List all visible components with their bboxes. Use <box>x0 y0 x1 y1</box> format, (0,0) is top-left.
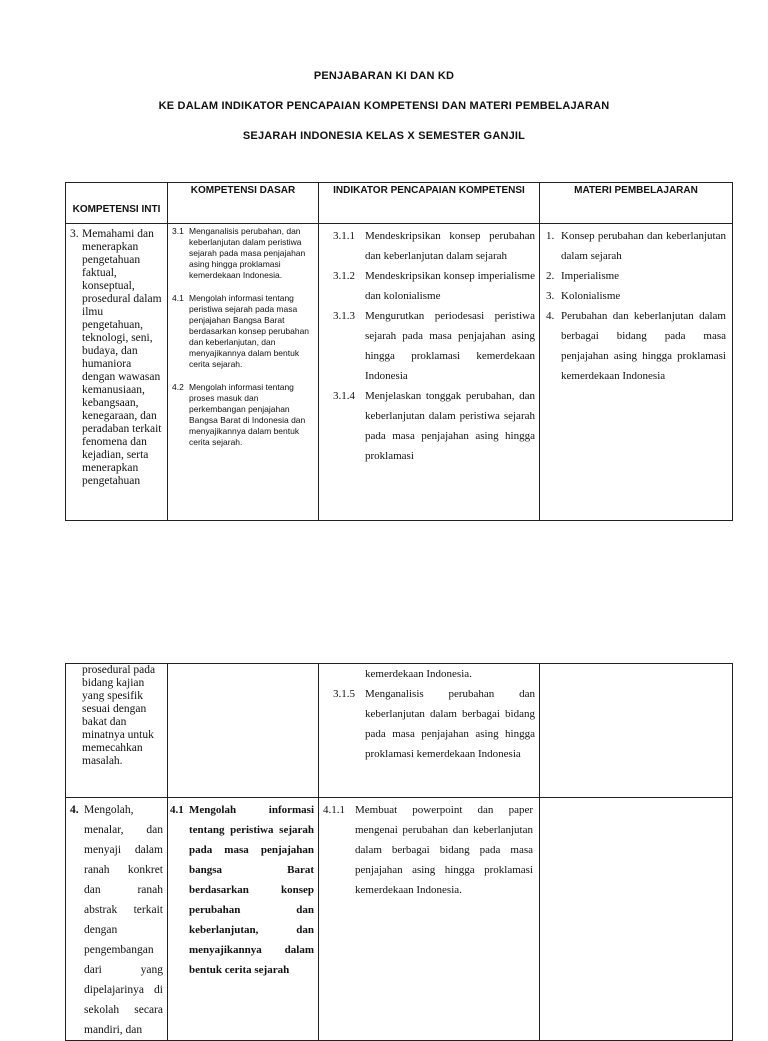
materi-cell <box>540 224 733 521</box>
kd-text: Menganalisis perubahan, dan keberlanjutan dalam peristiwa sejarah pada masa penjajahan asing hingga proklamasi kemerdekaan Indonesia. <box>189 226 306 280</box>
materi-text: Kolonialisme <box>561 290 621 302</box>
ki-cell-continued <box>66 664 168 798</box>
header-kompetensi-inti <box>66 183 168 224</box>
indikator-text: Menganalisis perubahan dan keberlanjutan dalam berbagai bidang pada masa penjajahan asing hingga proklamasi kemerdekaan Indonesia <box>365 688 535 760</box>
kd-text: Mengolah informasi tentang proses masuk dan perkembangan penjajahan Bangsa Barat di Indonesia dan menyajikannya dalam bentuk cerita sejarah. <box>189 382 306 447</box>
indikator-item <box>333 386 535 466</box>
materi-number: 3. <box>546 290 555 302</box>
indikator-item <box>333 684 535 764</box>
indikator-number: 3.1.1 <box>333 230 355 242</box>
materi-cell-empty <box>540 664 733 798</box>
materi-number: 4. <box>546 310 555 322</box>
indikator-text-continued: kemerdekaan Indonesia. <box>365 668 472 680</box>
kd-number: 4.1 <box>170 804 184 816</box>
indikator-number: 3.1.4 <box>333 390 355 402</box>
indikator-text: Mengurutkan periodesasi peristiwa sejarah pada masa penjajahan asing hingga proklamasi kemerdekaan Indonesia <box>365 310 535 382</box>
header-indikator <box>319 183 540 224</box>
indikator-number: 3.1.2 <box>333 270 355 282</box>
materi-item <box>546 226 726 266</box>
kd-cell-empty <box>168 664 319 798</box>
header-kompetensi-dasar <box>168 183 319 224</box>
indikator-text: Menjelaskan tonggak perubahan, dan keberlanjutan dalam peristiwa sejarah pada masa penjajahan asing hingga proklamasi <box>365 390 535 462</box>
header-kompetensi-inti-label: KOMPETENSI INTI <box>72 204 161 215</box>
ki-cell <box>66 224 168 521</box>
indikator-number: 3.1.3 <box>333 310 355 322</box>
materi-number: 2. <box>546 270 555 282</box>
document-title: PENJABARAN KI DAN KD <box>313 70 455 82</box>
kd-number: 3.1 <box>172 226 184 236</box>
kd-text: Mengolah informasi tentang peristiwa sejarah pada masa penjajahan Bangsa Barat berdasarkan konsep perubahan dan keberlanjutan, dan menyajikannya dalam bentuk cerita sejarah. <box>189 293 310 369</box>
ki-text: Mengolah, menalar, dan menyaji dalam ranah konkret dan ranah abstrak terkait dengan pengembangan dari yang dipelajarinya di sekolah secara mandiri, dan <box>84 804 163 1036</box>
ki-text: Memahami dan menerapkan pengetahuan faktual, konseptual, prosedural dalam ilmu pengetahuan, teknologi, seni, budaya, dan humaniora dengan wawasan kemanusiaan, kebangsaan, kenegaraan, dan peradaban terkait fenomena dan kejadian, serta menerapkan pengetahuan <box>82 228 162 487</box>
header-materi <box>540 183 733 224</box>
competency-table-page-1 <box>65 182 733 521</box>
document-course-title: SEJARAH INDONESIA KELAS X SEMESTER GANJIL <box>242 130 526 142</box>
materi-cell-empty <box>540 798 733 1041</box>
indikator-item <box>333 266 535 306</box>
competency-table-page-2 <box>65 663 733 1041</box>
indikator-cell-4 <box>319 798 540 1041</box>
indikator-number: 3.1.5 <box>333 688 355 700</box>
ki-text-continued: prosedural pada bidang kajian yang spesifik sesuai dengan bakat dan minatnya untuk memecahkan masalah. <box>82 664 156 767</box>
header-kompetensi-dasar-label: KOMPETENSI DASAR <box>190 185 296 196</box>
kd-text: Mengolah informasi tentang peristiwa sejarah pada masa penjajahan bangsa Barat berdasarkan konsep perubahan dan keberlanjutan, dan menyajikannya dalam bentuk cerita sejarah <box>189 804 314 976</box>
header-indikator-label: INDIKATOR PENCAPAIAN KOMPETENSI <box>333 185 525 196</box>
materi-text: Konsep perubahan dan keberlanjutan dalam sejarah <box>561 230 726 262</box>
materi-item <box>546 266 726 286</box>
ki-number: 3. <box>70 228 79 240</box>
materi-text: Imperialisme <box>561 270 620 282</box>
kd-cell <box>168 224 319 521</box>
kd-item <box>172 382 316 448</box>
materi-number: 1. <box>546 230 555 242</box>
indikator-cell <box>319 224 540 521</box>
materi-text: Perubahan dan keberlanjutan dalam berbagai bidang pada masa penjajahan asing hingga proklamasi kemerdekaan Indonesia <box>561 310 726 382</box>
materi-item <box>546 286 726 306</box>
indikator-cell-continued <box>319 664 540 798</box>
materi-item <box>546 306 726 386</box>
indikator-item <box>333 226 535 266</box>
ki-cell-4 <box>66 798 168 1041</box>
header-materi-label: MATERI PEMBELAJARAN <box>574 185 698 196</box>
indikator-text: Membuat powerpoint dan paper mengenai perubahan dan keberlanjutan dalam berbagai bidang pada masa penjajahan asing hingga proklamasi kemerdekaan Indonesia. <box>355 804 533 896</box>
indikator-text: Mendeskripsikan konsep imperialisme dan kolonialisme <box>365 270 535 302</box>
indikator-text: Mendeskripsikan konsep perubahan dan keberlanjutan dalam sejarah <box>365 230 535 262</box>
document-subtitle: KE DALAM INDIKATOR PENCAPAIAN KOMPETENSI DAN MATERI PEMBELAJARAN <box>158 100 610 112</box>
kd-cell-4 <box>168 798 319 1041</box>
kd-number: 4.1 <box>172 293 184 303</box>
kd-number: 4.2 <box>172 382 184 392</box>
indikator-item <box>333 306 535 386</box>
kd-item <box>172 226 316 281</box>
indikator-item-continued <box>333 664 535 684</box>
ki-number: 4. <box>70 804 79 816</box>
kd-item <box>172 293 316 370</box>
indikator-number: 4.1.1 <box>323 804 345 816</box>
